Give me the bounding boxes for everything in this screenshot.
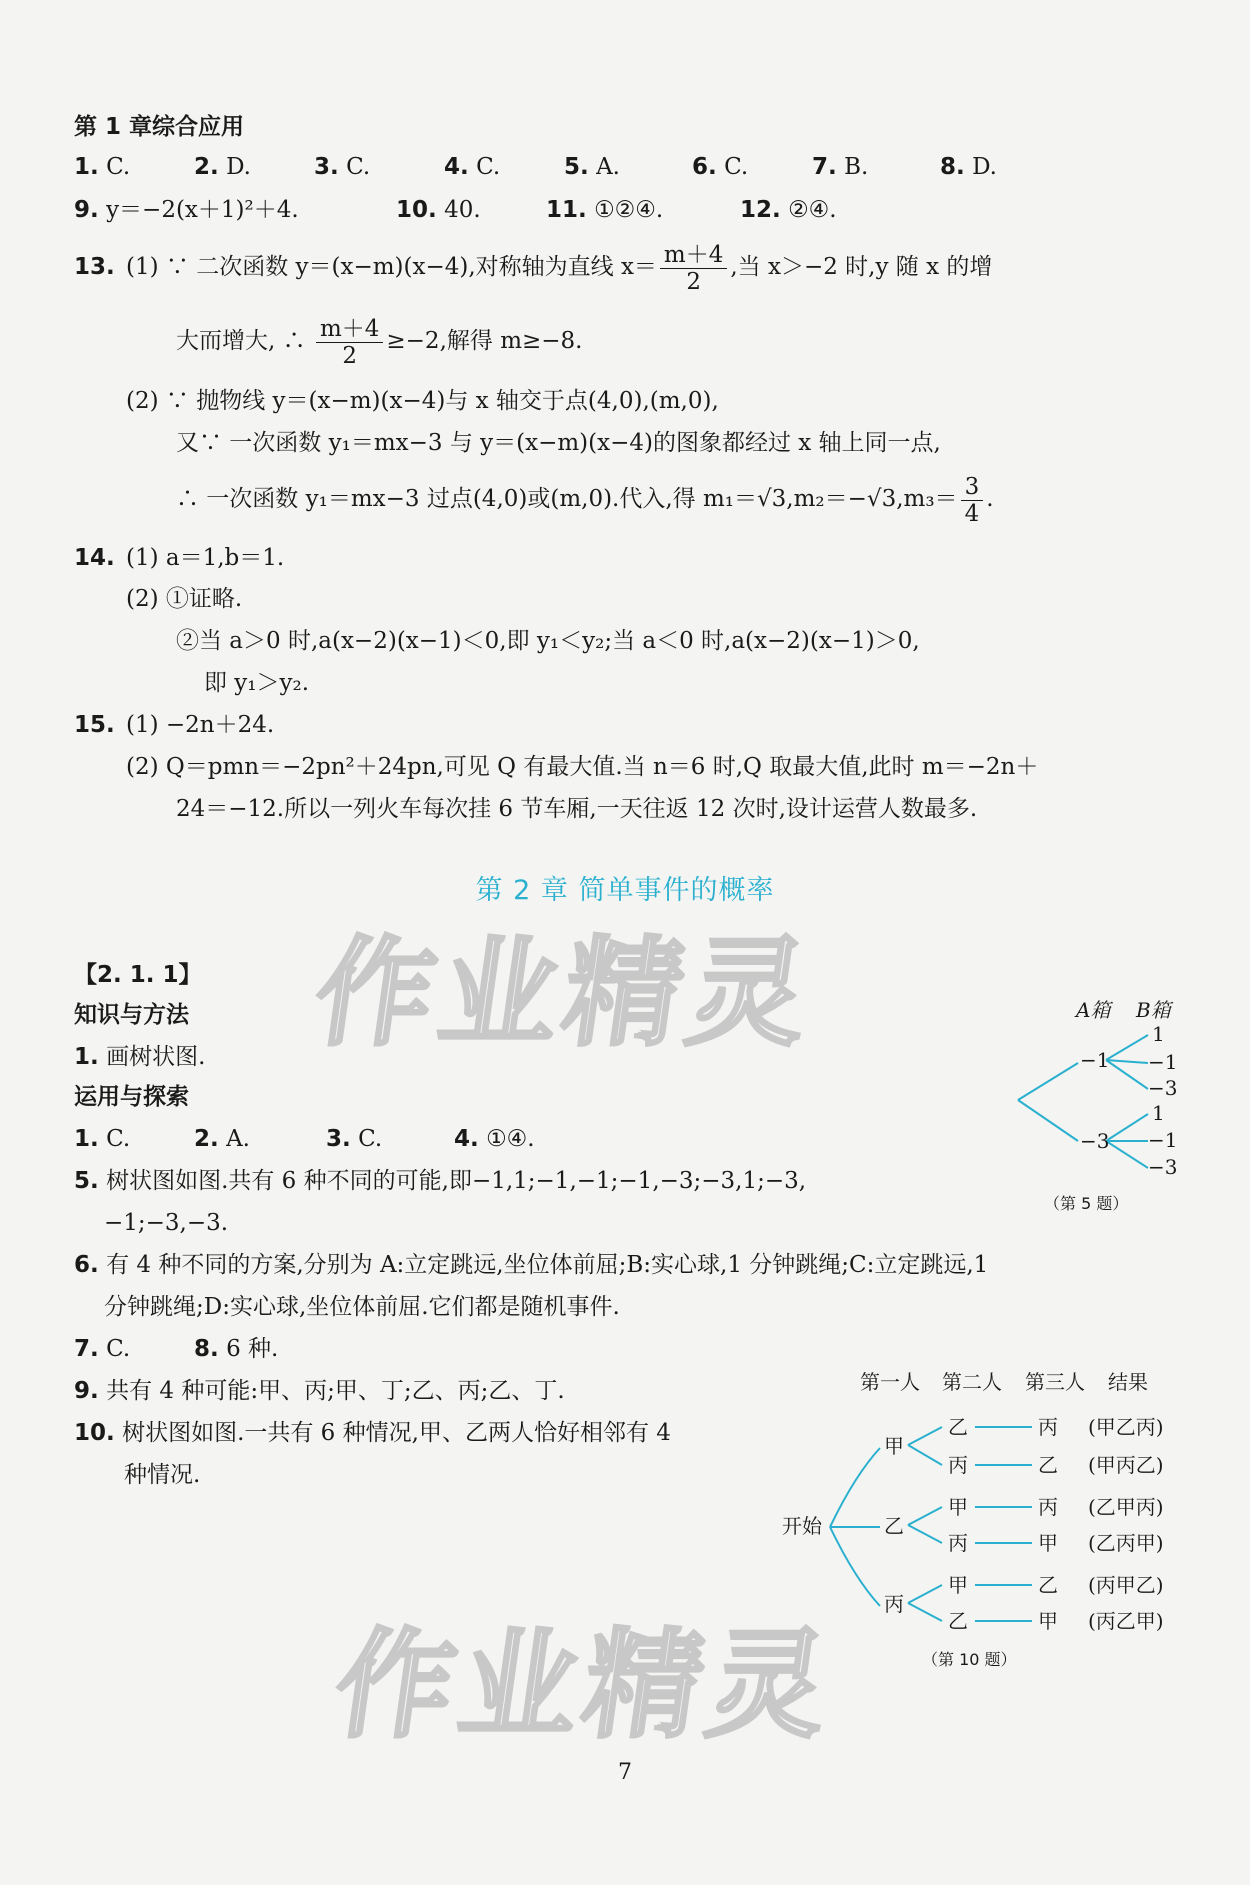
tree-line [1018, 1063, 1078, 1100]
fig5-header-a: A箱 [1076, 998, 1111, 1022]
watermark: 作业精灵 [306, 924, 823, 1062]
fig10-third: 乙 [1038, 1453, 1058, 1477]
tree-line [1106, 1060, 1148, 1089]
q9-line: 9. 共有 4 种可能:甲、丙;甲、丁;乙、丙;乙、丁. [74, 1378, 565, 1404]
tree-line [908, 1603, 942, 1621]
fig10-third: 甲 [1038, 1609, 1058, 1633]
k1-line: 1. 画树状图. [74, 1044, 206, 1070]
fig10-result: (甲丙乙) [1088, 1453, 1164, 1477]
tree-line [830, 1527, 880, 1606]
fig10-second: 丙 [948, 1453, 968, 1477]
fraction: $\frac{3}{4}$ [961, 474, 984, 527]
q14-line4: 即 y₁＞y₂. [204, 670, 310, 696]
fig5-root: −1 [1080, 1048, 1110, 1072]
q14-number: 14. [74, 545, 115, 571]
fig10-first: 丙 [884, 1592, 904, 1616]
q13-line3: (2) ∵ 抛物线 y＝(x−m)(x−4)与 x 轴交于点(4,0),(m,0), [126, 388, 719, 414]
answer-item: 10. 40. [396, 197, 481, 223]
q6-line1: 6. 有 4 种不同的方案,分别为 A:立定跳远,坐位体前屈;B:实心球,1 分钟跳绳;C:立定跳远,1 [74, 1252, 989, 1278]
q6-line2: 分钟跳绳;D:实心球,坐位体前屈.它们都是随机事件. [104, 1294, 620, 1320]
tree-line [908, 1445, 942, 1465]
tree-line [1106, 1060, 1148, 1063]
fig5-leaf: −3 [1148, 1155, 1178, 1179]
answer-item: 1. C. [74, 154, 131, 180]
answer-item: 5. A. [564, 154, 620, 180]
answer-item: 2. D. [194, 154, 251, 180]
tree-line [908, 1585, 942, 1603]
q10-line1: 10. 树状图如图.一共有 6 种情况,甲、乙两人恰好相邻有 4 [74, 1420, 671, 1446]
chapter1-heading: 第 1 章综合应用 [74, 114, 245, 140]
fig5-leaf: 1 [1152, 1022, 1165, 1046]
fig10-result: (乙甲丙) [1088, 1495, 1164, 1519]
q15-line2: (2) Q＝pmn＝−2pn²＋24pn,可见 Q 有最大值.当 n＝6 时,Q 取最大值,此时 m＝−2n＋ [126, 754, 1039, 780]
fig5-caption: （第 5 题） [1044, 1194, 1129, 1213]
q14-line1: (1) a＝1,b＝1. [126, 545, 285, 571]
fig5-leaf: −1 [1148, 1128, 1178, 1152]
section-heading: 【2. 1. 1】 [74, 962, 202, 988]
answer-item: 1. C. [74, 1126, 131, 1152]
fig10-third: 丙 [1038, 1415, 1058, 1439]
fig10-second: 甲 [948, 1495, 968, 1519]
q7-line: 7. C. [74, 1336, 131, 1362]
answer-item: 3. C. [326, 1126, 383, 1152]
answer-item: 11. ①②④. [546, 197, 664, 223]
fig5-tree-diagram [1000, 995, 1200, 1220]
fig10-third: 甲 [1038, 1531, 1058, 1555]
q13-line1: (1) ∵ 二次函数 y＝(x−m)(x−4),对称轴为直线 x＝ $\frac{m+4}{2}$ ,当 x＞−2 时,y 随 x 的增 [126, 241, 993, 295]
q13-line2: 大而增大, ∴ $\frac{m+4}{2}$ ≥−2,解得 m≥−8. [176, 315, 583, 369]
q13-number: 13. [74, 254, 115, 280]
fig5-root: −3 [1080, 1129, 1110, 1153]
fig10-result: (甲乙丙) [1088, 1415, 1164, 1439]
fig10-result: (丙甲乙) [1088, 1573, 1164, 1597]
tree-line [1106, 1035, 1148, 1060]
q15-line1: (1) −2n＋24. [126, 712, 275, 738]
tree-line [908, 1507, 942, 1525]
answer-item: 8. D. [940, 154, 997, 180]
fig10-second: 甲 [948, 1573, 968, 1597]
answer-item: 3. C. [314, 154, 371, 180]
fraction: $\frac{m+4}{2}$ [316, 316, 383, 369]
tree-line [908, 1427, 942, 1445]
tree-line [1018, 1100, 1078, 1141]
answer-item: 12. ②④. [740, 197, 837, 223]
fig10-header: 结果 [1108, 1370, 1148, 1394]
fig10-branch-lines [830, 1427, 1032, 1621]
page-number: 7 [618, 1760, 632, 1785]
fig5-leaf: 1 [1152, 1101, 1165, 1125]
fig10-header: 第一人 [860, 1370, 920, 1394]
fig10-second: 乙 [948, 1415, 968, 1439]
fig10-third: 乙 [1038, 1573, 1058, 1597]
q14-line3: ②当 a＞0 时,a(x−2)(x−1)＜0,即 y₁＜y₂;当 a＜0 时,a(x−2)(x−1)＞0, [176, 628, 920, 654]
fig10-caption: （第 10 题） [922, 1650, 1017, 1669]
fig10-third: 丙 [1038, 1495, 1058, 1519]
fig10-start: 开始 [782, 1514, 822, 1538]
fig10-second: 乙 [948, 1609, 968, 1633]
knowledge-heading: 知识与方法 [74, 1002, 189, 1028]
tree-line [908, 1525, 942, 1543]
q13-line5: ∴ 一次函数 y₁＝mx−3 过点(4,0)或(m,0).代入,得 m₁＝√3,m₂＝−√3,m₃＝ $\frac{3}{4}$ . [176, 473, 994, 527]
fig10-second: 丙 [948, 1531, 968, 1555]
fig10-result: (丙乙甲) [1088, 1609, 1164, 1633]
fig5-leaf: −3 [1148, 1076, 1178, 1100]
chapter2-title: 第 2 章 简单事件的概率 [475, 875, 775, 906]
q5-line1: 5. 树状图如图.共有 6 种不同的可能,即−1,1;−1,−1;−1,−3;−3,1;−3, [74, 1168, 807, 1194]
fig10-first: 甲 [884, 1434, 904, 1458]
fig10-header: 第三人 [1025, 1370, 1085, 1394]
answer-item: 7. B. [812, 154, 869, 180]
q15-number: 15. [74, 712, 115, 738]
fig10-result: (乙丙甲) [1088, 1531, 1164, 1555]
tree-line [1106, 1141, 1148, 1168]
fig10-header: 第二人 [942, 1370, 1002, 1394]
fraction: $\frac{m+4}{2}$ [660, 242, 727, 295]
answer-item: 4. ①④. [454, 1126, 535, 1152]
q14-line2: (2) ①证略. [126, 586, 243, 612]
fig10-first: 乙 [884, 1514, 904, 1538]
answer-item: 6. C. [692, 154, 749, 180]
answer-item: 9. y＝−2(x＋1)²＋4. [74, 197, 299, 223]
fig5-header-b: B箱 [1136, 998, 1171, 1022]
q8-line: 8. 6 种. [194, 1336, 279, 1362]
fig10-tree-diagram [770, 1365, 1200, 1675]
fig5-leaf: −1 [1148, 1050, 1178, 1074]
answer-item: 2. A. [194, 1126, 250, 1152]
q10-line2: 种情况. [124, 1462, 201, 1488]
answer-item: 4. C. [444, 154, 501, 180]
watermark: 作业精灵 [326, 1616, 843, 1754]
tree-line [1106, 1114, 1148, 1141]
q15-line3: 24＝−12.所以一列火车每次挂 6 节车厢,一天往返 12 次时,设计运营人数最多. [176, 796, 978, 822]
q5-line2: −1;−3,−3. [104, 1210, 229, 1236]
q13-line4: 又∵ 一次函数 y₁＝mx−3 与 y＝(x−m)(x−4)的图象都经过 x 轴上同一点, [176, 430, 941, 456]
apply-heading: 运用与探索 [74, 1084, 189, 1110]
tree-line [830, 1448, 880, 1527]
